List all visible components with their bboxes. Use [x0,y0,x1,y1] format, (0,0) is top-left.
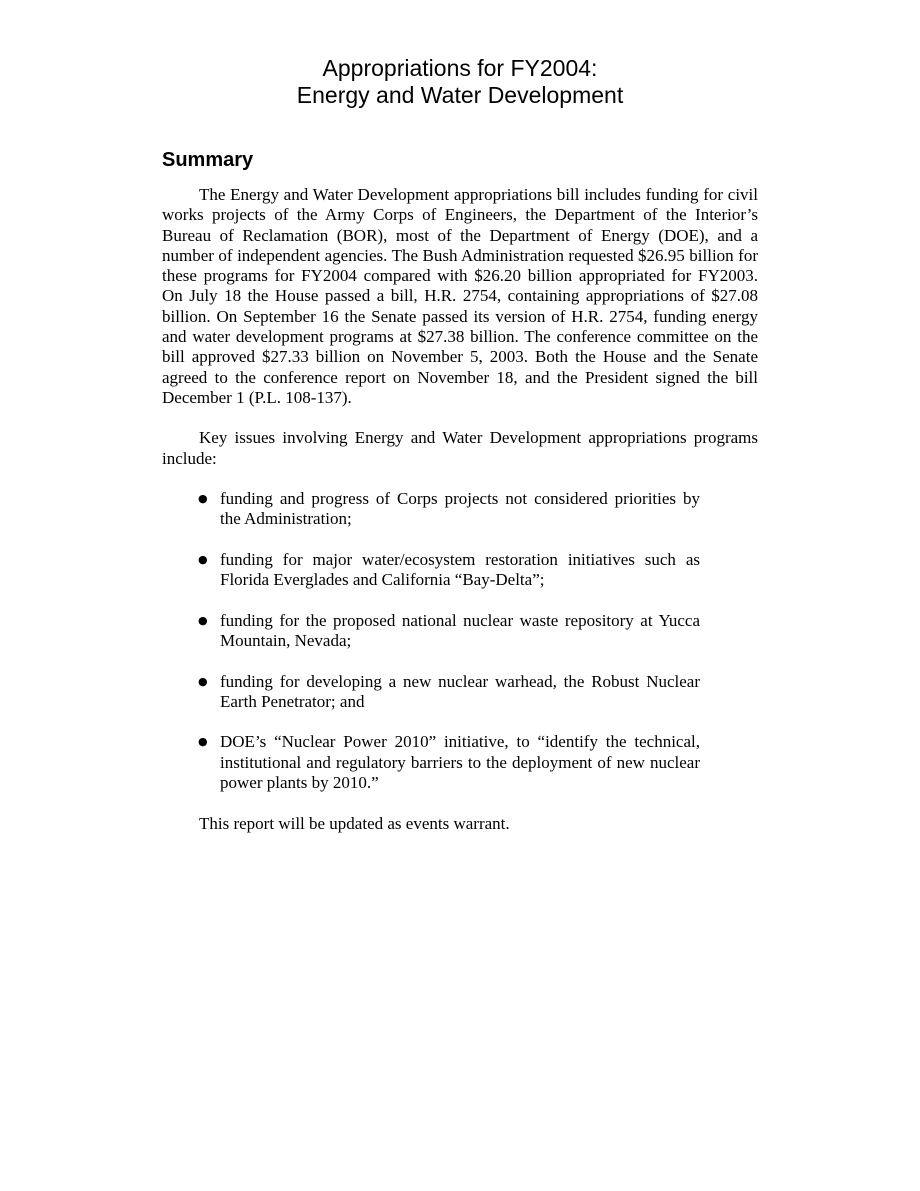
bullet-icon: ● [198,552,208,566]
list-item [198,610,700,652]
list-item [198,671,700,713]
bullet-icon: ● [198,491,208,505]
bullet-icon: ● [198,735,208,749]
document-page [162,0,758,834]
list-item-text: funding and progress of Corps projects not considered priorities by the Administration; [220,488,700,529]
list-item [198,488,700,530]
bullet-icon: ● [198,613,208,627]
key-issues-intro: Key issues involving Energy and Water Development appropriations programs include: [162,428,758,468]
summary-paragraph: The Energy and Water Development appropriations bill includes funding for civil works projects of the Army Corps of Engineers, the Department of the Interior’s Bureau of Reclamation (BOR), most of the Department of Energy (DOE), and a number of independent agencies. The Bush Administration requested $26.95 billion for these programs for FY2004 compared with $26.20 billion appropriated for FY2003. On July 18 the House passed a bill, H.R. 2754, containing appropriations of $27.08 billion. On September 16 the Senate passed its version of H.R. 2754, funding energy and water development programs at $27.38 billion. The conference committee on the bill approved $27.33 billion on November 5, 2003. Both the House and the Senate agreed to the conference report on November 18, and the President signed the bill December 1 (P.L. 108-137). [162,185,758,407]
bullet-icon: ● [198,674,208,688]
list-item-text: funding for major water/ecosystem restoration initiatives such as Florida Everglades and California “Bay-Delta”; [220,549,700,590]
closing-note: This report will be updated as events warrant. [199,813,510,833]
list-item [198,549,700,591]
list-item [198,732,700,793]
list-item-text: DOE’s “Nuclear Power 2010” initiative, to “identify the technical, institutional and regulatory barriers to the deployment of new nuclear power plants by 2010.” [220,732,700,793]
key-issues-list [162,489,758,793]
document-title [162,55,758,109]
list-item-text: funding for developing a new nuclear warhead, the Robust Nuclear Earth Penetrator; and [220,671,700,711]
title-line-1: Appropriations for FY2004: [322,55,598,81]
section-heading-summary: Summary [162,149,254,171]
list-item-text: funding for the proposed national nuclear waste repository at Yucca Mountain, Nevada; [220,610,700,650]
title-line-2: Energy and Water Development [296,82,624,108]
